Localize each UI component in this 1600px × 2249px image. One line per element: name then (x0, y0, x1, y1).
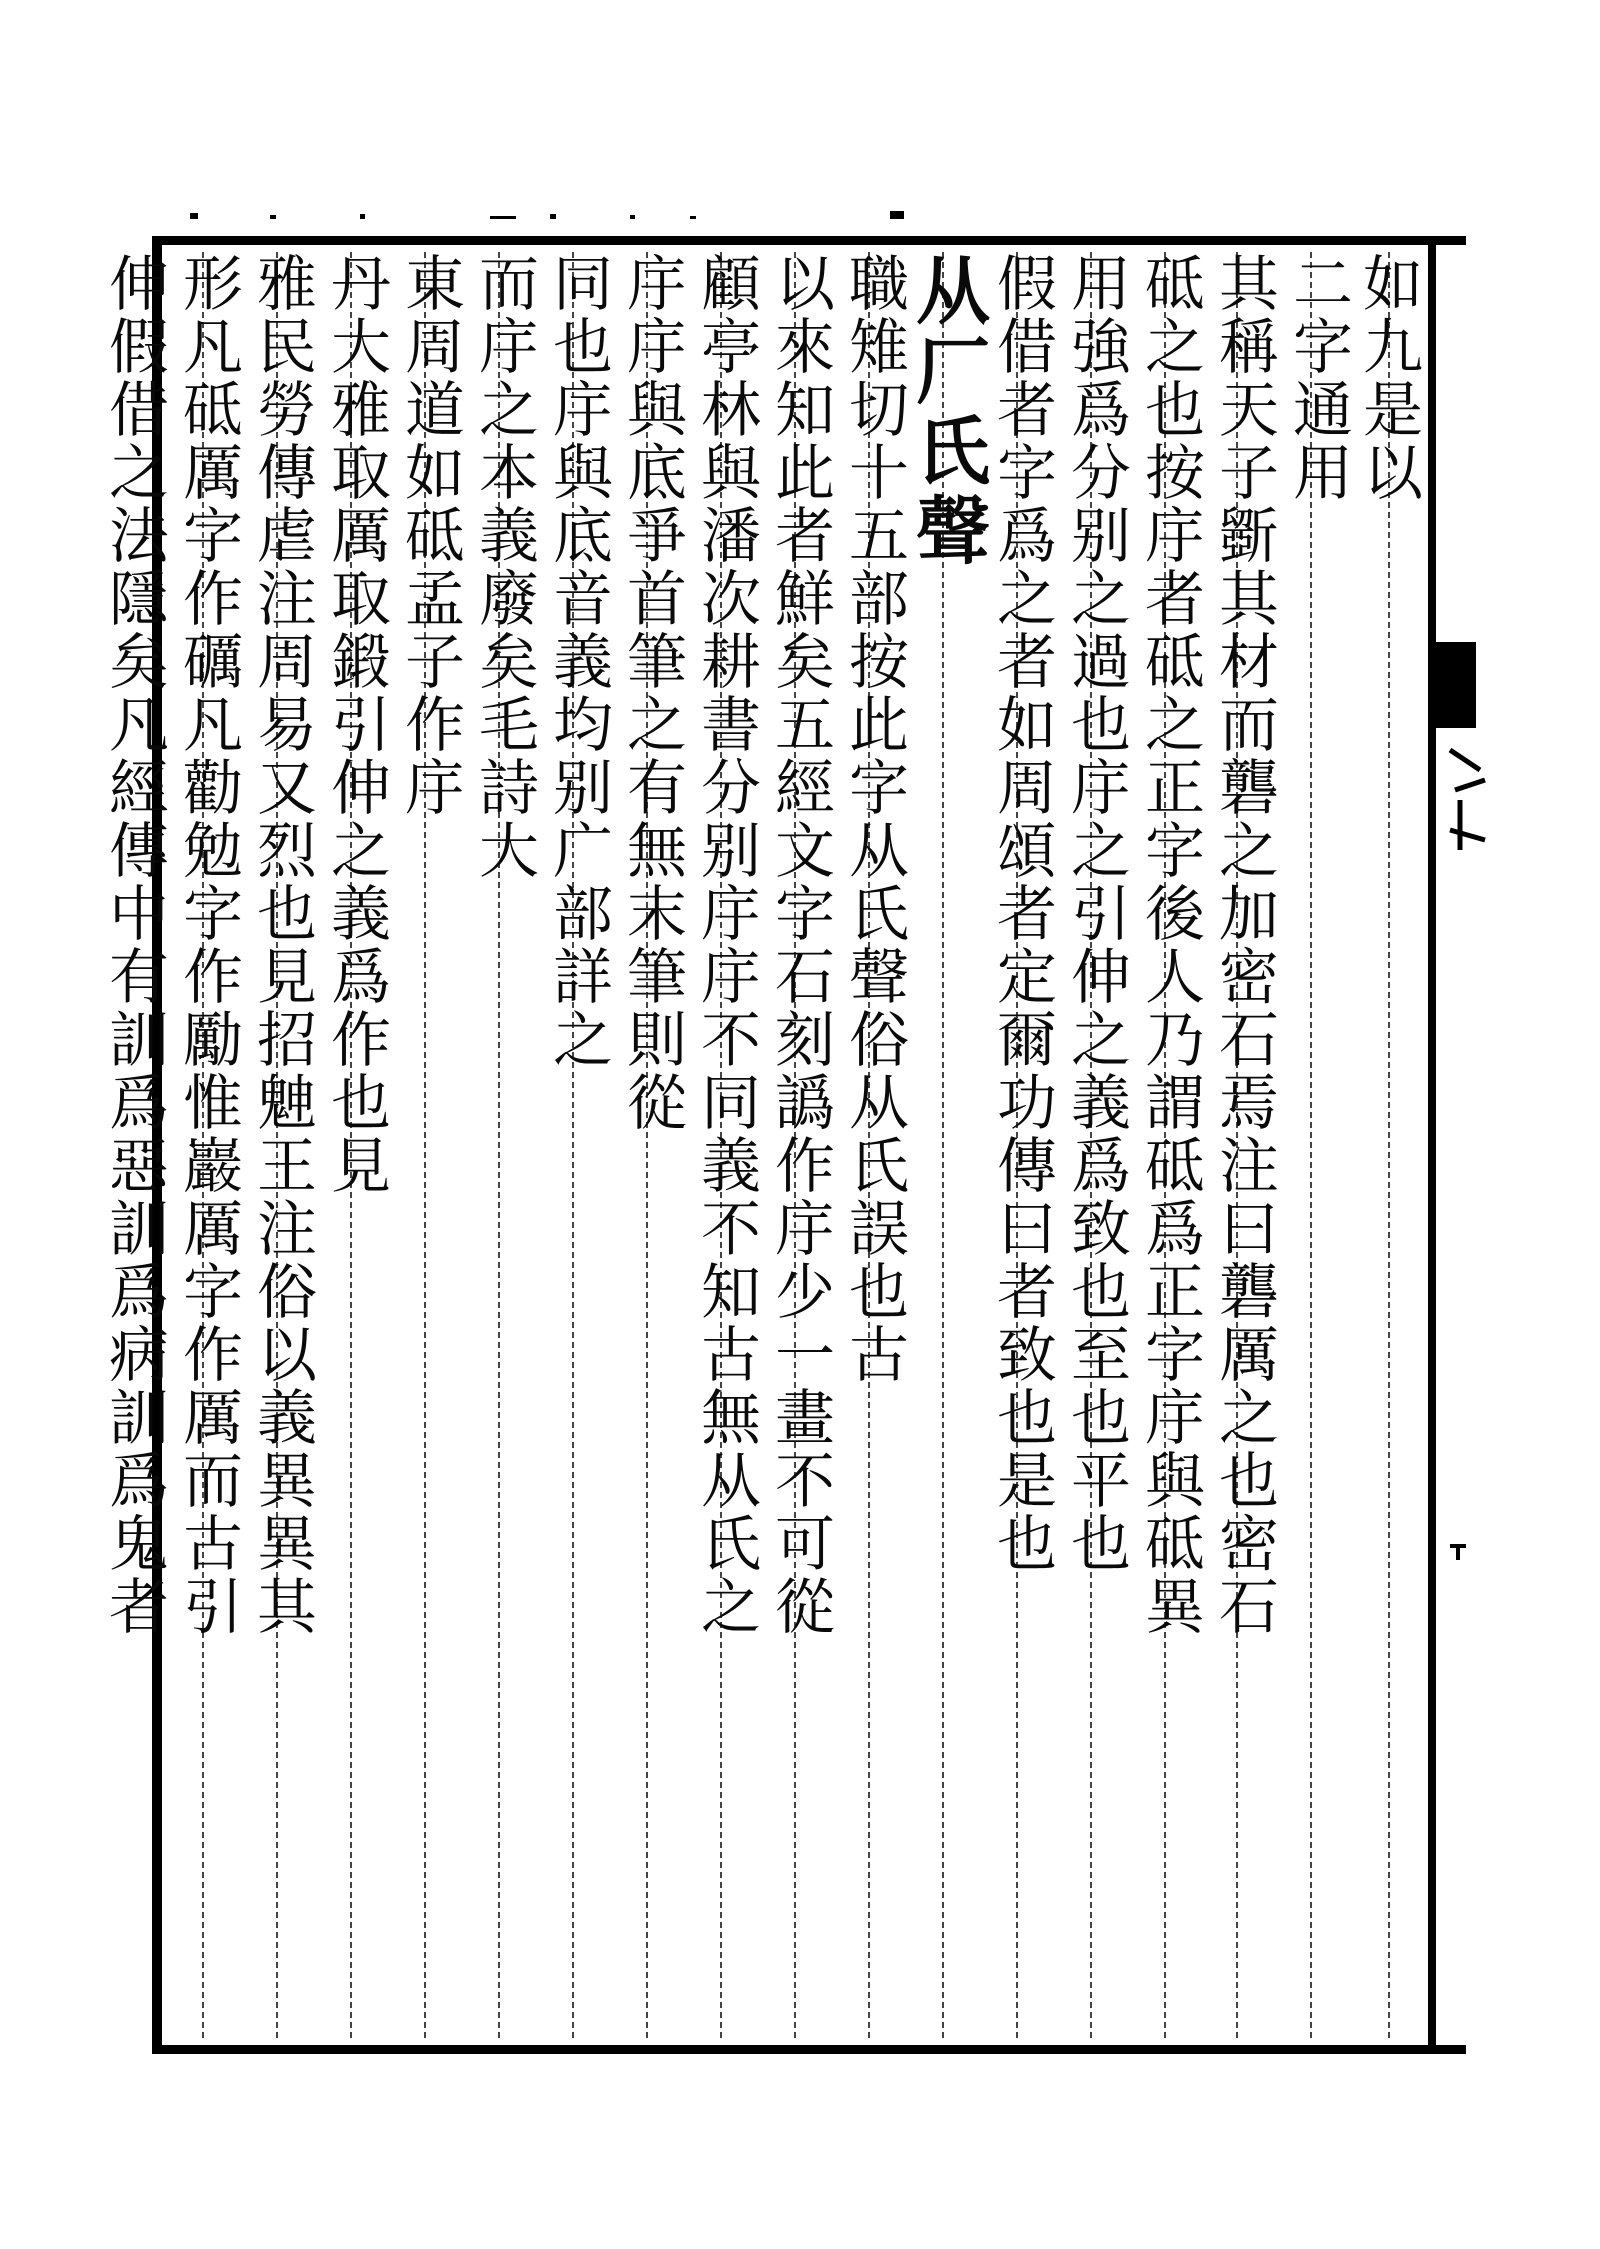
text-column-13: 而㡰之本義廢矣毛詩大 (469, 252, 539, 882)
text-column-18: 伸假借之法隱矣凡經傳中有訓爲惡訓爲病訓爲鬼者 (99, 252, 169, 1638)
text-column-3: 其稱天子斵其材而礱之加密石焉注曰礱厲之也密石 (1209, 252, 1279, 1638)
fishtail-block (1436, 642, 1476, 728)
text-column-10: 顧亭林與潘次耕書分别㡰㡰不同義不知古無从氏之 (691, 252, 761, 1638)
margin-mark-icon (1446, 1540, 1470, 1564)
text-column-15: 丹大雅取厲取鍛引伸之義爲作也見 (321, 252, 391, 1197)
text-column-1: 如九是以 (1353, 252, 1423, 504)
text-column-4: 砥之也按㡰者砥之正字後人乃謂砥爲正字㡰與砥異 (1135, 252, 1205, 1638)
margin-glyph-icon (1440, 740, 1490, 870)
frame-right-rule (1428, 236, 1436, 2054)
text-column-8: 職雉切十五部按此字从氏聲俗从氏誤也古 (839, 252, 909, 1386)
text-column-5: 用強爲分别之過也㡰之引伸之義爲致也至也平也 (1061, 252, 1131, 1575)
text-column-6: 假借者字爲之者如周頌者定爾功傳曰者致也是也 (987, 252, 1057, 1575)
text-columns (99, 252, 1424, 2038)
text-column-2: 二字通用 (1283, 252, 1353, 504)
head-entry-column: 从厂氏聲 (904, 252, 990, 572)
text-column-17: 形凡砥厲字作礪凡勸勉字作勵惟巖厲字作厲而古引 (173, 252, 243, 1638)
text-column-16: 雅民勞傳虐注周易又烈也見招䰠王注俗以義異異其 (247, 252, 317, 1638)
text-column-12: 同也㡰與底音義均别广部詳之 (543, 252, 613, 1071)
text-column-14: 東周道如砥孟子作㡰 (395, 252, 465, 819)
top-edge-marks (190, 205, 1450, 225)
text-column-9: 以來知此者鮮矣五經文字石刻譌作㡰少一畫不可從 (765, 252, 835, 1638)
text-column-11: 㡰㡰與底爭首筆之有無末筆則從 (617, 252, 687, 1134)
